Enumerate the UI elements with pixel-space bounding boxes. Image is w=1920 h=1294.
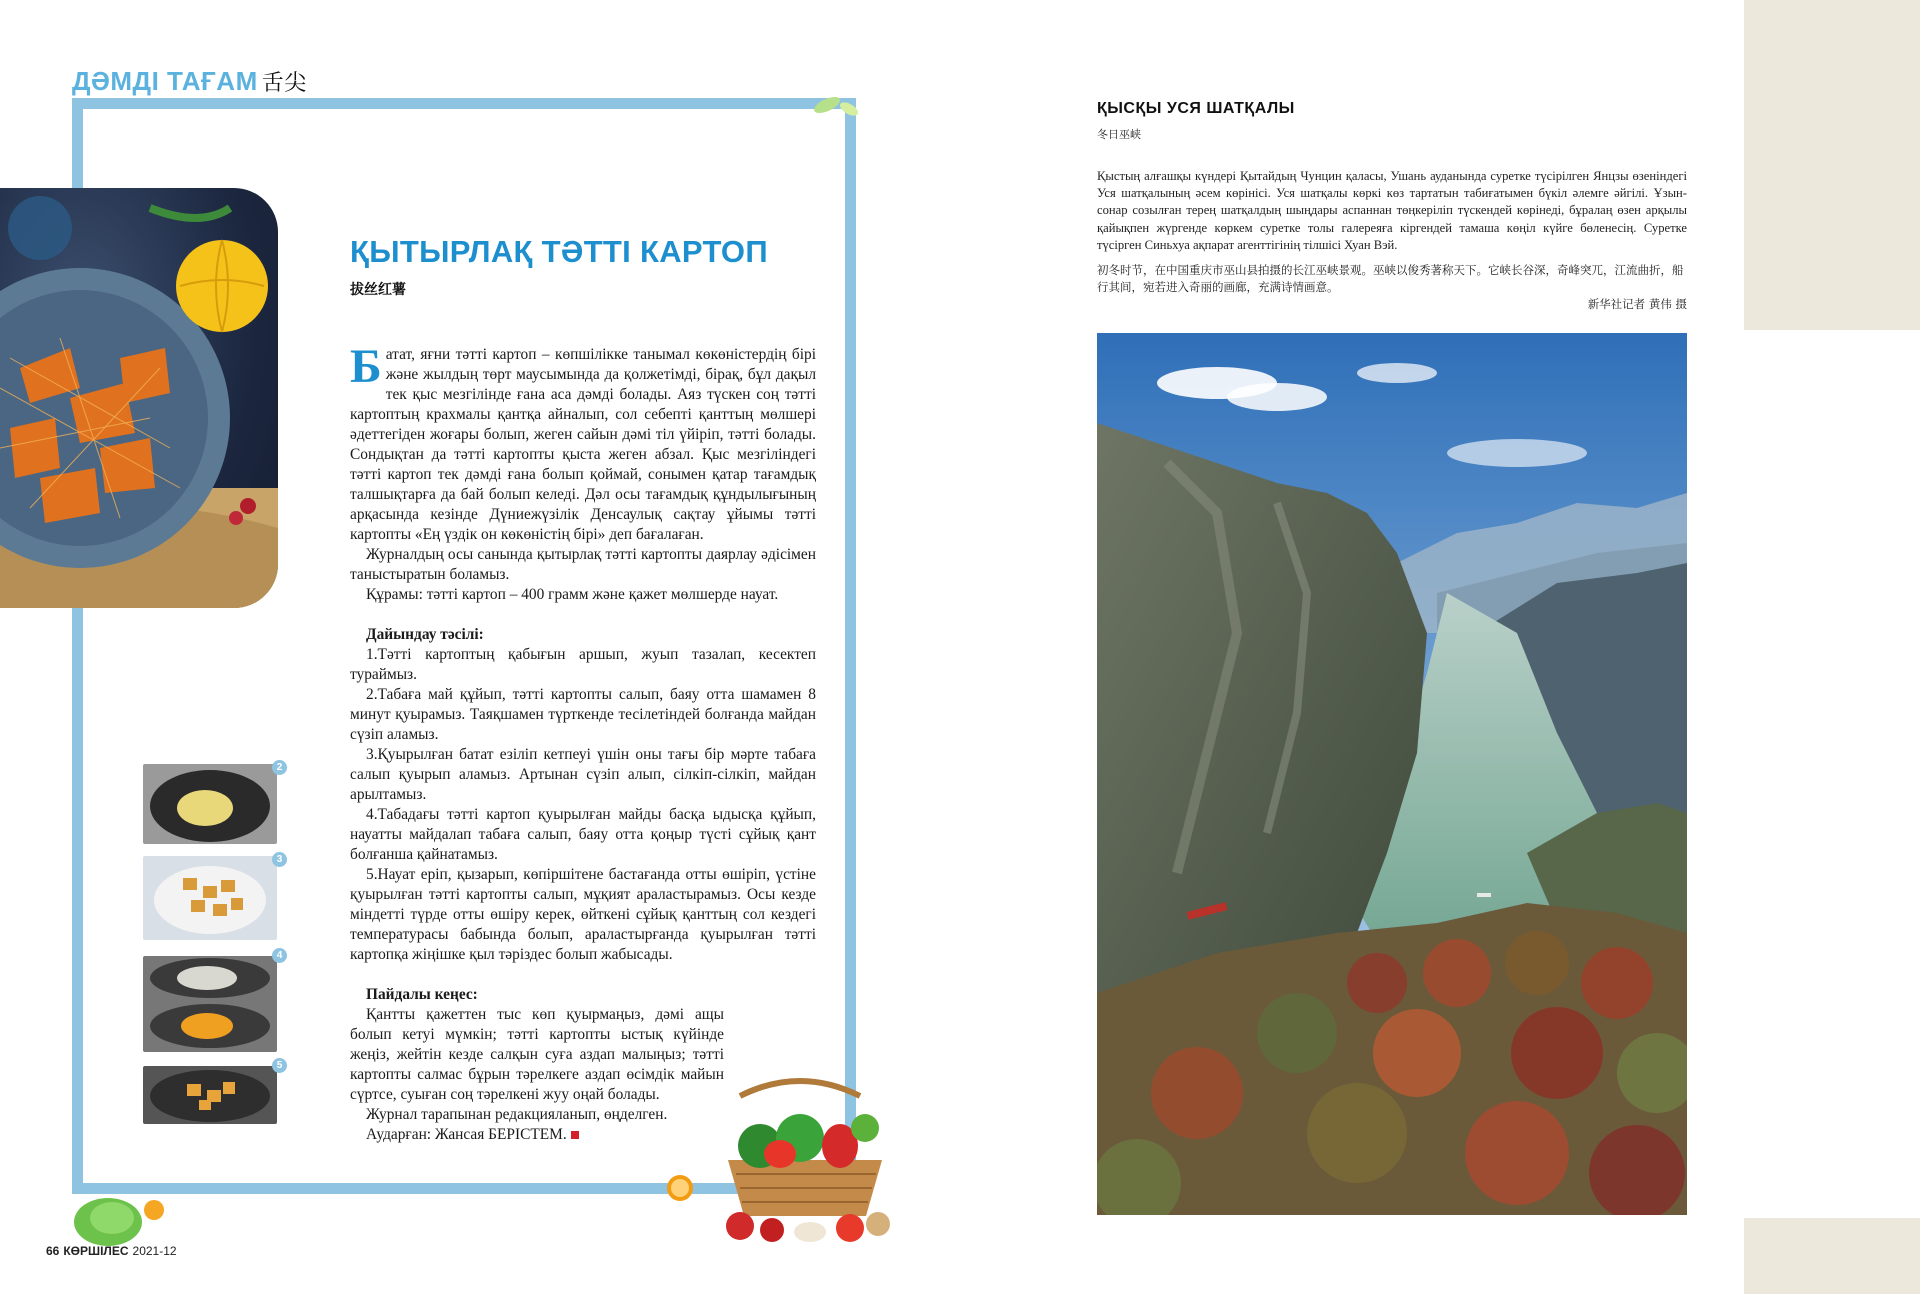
step-3: 3.Қуырылған батат езіліп кетпеуі үшін оны тағы бір мәрте табаға салып қуырып аламыз. Артынан сүзіп алып, сілкіп-сілкіп, майдан арылтамыз.	[350, 746, 816, 803]
issue-number: 2021-12	[132, 1244, 177, 1258]
step-photo-4	[143, 956, 277, 1052]
photo-caption-cn: 初冬时节，在中国重庆市巫山县拍摄的长江巫峡景观。巫峡以俊秀著称天下。它峡长谷深，奇峰突兀，江流曲折，船行其间，宛若进入奇丽的画廊，充满诗情画意。	[1097, 263, 1684, 294]
wu-gorge-landscape-photo	[1097, 333, 1687, 1215]
page-footer	[46, 1244, 177, 1258]
drop-cap: Б	[350, 340, 382, 393]
section-header-kz: ДӘМДІ ТАҒАМ	[72, 66, 258, 96]
step-4: 4.Табадағы тәтті картоп қуырылған майды басқа ыдысқа құйып, науатты майдалап табаға салып, баяу отта қоңыр түсті сұйық қант болғанша қайнатамыз.	[350, 806, 816, 863]
recipe-subtitle-cn: 拔丝红薯	[350, 281, 406, 297]
end-mark-icon	[571, 1131, 579, 1139]
section-header	[72, 66, 307, 97]
magazine-name: КӨРШІЛЕС	[63, 1244, 129, 1258]
step-photo-2	[143, 764, 277, 844]
translator-note: Аударған: Жансая БЕРІСТЕМ.	[350, 1125, 816, 1145]
section-header-cn: 舌尖	[261, 70, 307, 95]
tips-text: Қантты қажеттен тыс көп қуырмаңыз, дәмі ащы болып кетуі мүмкін; тәтті картопты ыстық күйінде жеңіз, жейтін кезде салқын суға аздап малыңыз; тәтті картопты салмас бұрын тәрелкеге аздап өсімдік майын сүртсе, суыған соң тәрелкені жуу оңай болады.	[350, 1006, 724, 1103]
photo-credit: 新华社记者 黄伟 摄	[1587, 297, 1687, 311]
orange-slice-icon	[664, 1172, 696, 1204]
ingredients-text: Құрамы: тәтті картоп – 400 грамм және қажет мөлшерде науат.	[366, 586, 779, 603]
source-note: Журнал тарапынан редакцияланып, өңделген.	[366, 1106, 668, 1123]
step-number-badge: 4	[272, 948, 287, 963]
page-edge-strip-bottom	[1744, 1218, 1920, 1294]
step-photo-3	[143, 856, 277, 940]
recipe-body	[350, 340, 816, 1145]
step-number-badge: 3	[272, 852, 287, 867]
feature-subtitle-cn: 冬日巫峡	[1097, 129, 1141, 141]
photo-caption-kz: Қыстың алғашқы күндері Қытайдың Чунцин қаласы, Ушань ауданында суретке түсірілген Янцзы өзеніндегі Уся шатқалының әсем көрінісі. Уся шатқалы көркі көз тартатын табиғатымен бүкіл әлемге әйгілі. Ұзын-сонар созылған терең шатқалдың шыңдары аспаннан төңкеріліп түскендей көрінеді, бұралаң өзен арқылы қайықпен жүргенде көркем суретке толы галереяға кіргендей тамаша көңіл күйге бөленесің. Суретке түсірген Синьхуа ақпарат агенттігінің тілшісі Хуан Вэй.	[1097, 169, 1687, 252]
recipe-title: ҚЫТЫРЛАҚ ТӘТТІ КАРТОП	[350, 234, 768, 269]
step-1: 1.Тәтті картоптың қабығын аршып, жуып тазалап, кесектеп тураймыз.	[350, 646, 816, 683]
sweet-potato-dish-photo	[0, 188, 278, 608]
leaf-decoration-icon	[807, 87, 867, 127]
lettuce-decoration-icon	[68, 1188, 168, 1248]
vegetable-basket-illustration	[700, 1076, 910, 1244]
step-5: 5.Науат еріп, қызарып, көпіршітене бастағанда отты өшіріп, үстіне қуырылған тәтті картопты салып, мұқият араластырамыз. Осы кезде міндетті түрде отты өшіру керек, өйткені сұйық қанттың сол кездегі температурасы бабында болып, араластырғанда қуырылған тәтті картопқа жіңішке қыл тәріздес болып жабысады.	[350, 866, 816, 963]
tips-heading: Пайдалы кеңес:	[366, 986, 478, 1003]
feature-title: ҚЫСҚЫ УСЯ ШАТҚАЛЫ	[1097, 100, 1295, 117]
intro-paragraph	[350, 340, 816, 545]
step-number-badge: 5	[272, 1058, 287, 1073]
step-number-badge: 2	[272, 760, 287, 775]
intro-paragraph-2: Журналдың осы санында қытырлақ тәтті картопты даярлау әдісімен таныстыратын боламыз.	[350, 546, 816, 583]
step-photo-5	[143, 1066, 277, 1124]
method-heading: Дайындау тәсілі:	[366, 626, 484, 643]
step-2: 2.Табаға май құйып, тәтті картопты салып, баяу отта шамамен 8 минут қуырамыз. Таяқшамен түрткенде тесілетіндей болғанда майдан сүзіп аламыз.	[350, 686, 816, 743]
intro-text: атат, яғни тәтті картоп – көпшілікке танымал көкөністердің бірі және жылдың төрт маусымында да қолжетімді, бірақ, бұл дақыл тек қыс мезгілінде ғана аса дәмді болады. Аяз түскен соң тәтті картоптың крахмалы қантқа айналып, сол себепті қанттың мөлшері әдеттегіден жоғары болып, жеген сайын дәмі тіл үйіріп, тәтті болады. Сондықтан да тәтті картопты қыста жеген абзал. Қыс мезгіліндегі тәтті картоп тек дәмді ғана болып қоймай, сонымен қатар тағамдық талшықтарға да бай болып келеді. Дәл осы тағамдық құндылығының арқасында кезінде Дүниежүзілік Денсаулық сақтау ұйымы тәтті картопты «Ең үздік он көкөністің бірі» деп бағалаған.	[350, 346, 816, 543]
page-number: 66	[46, 1244, 60, 1258]
page-edge-strip	[1744, 0, 1920, 330]
